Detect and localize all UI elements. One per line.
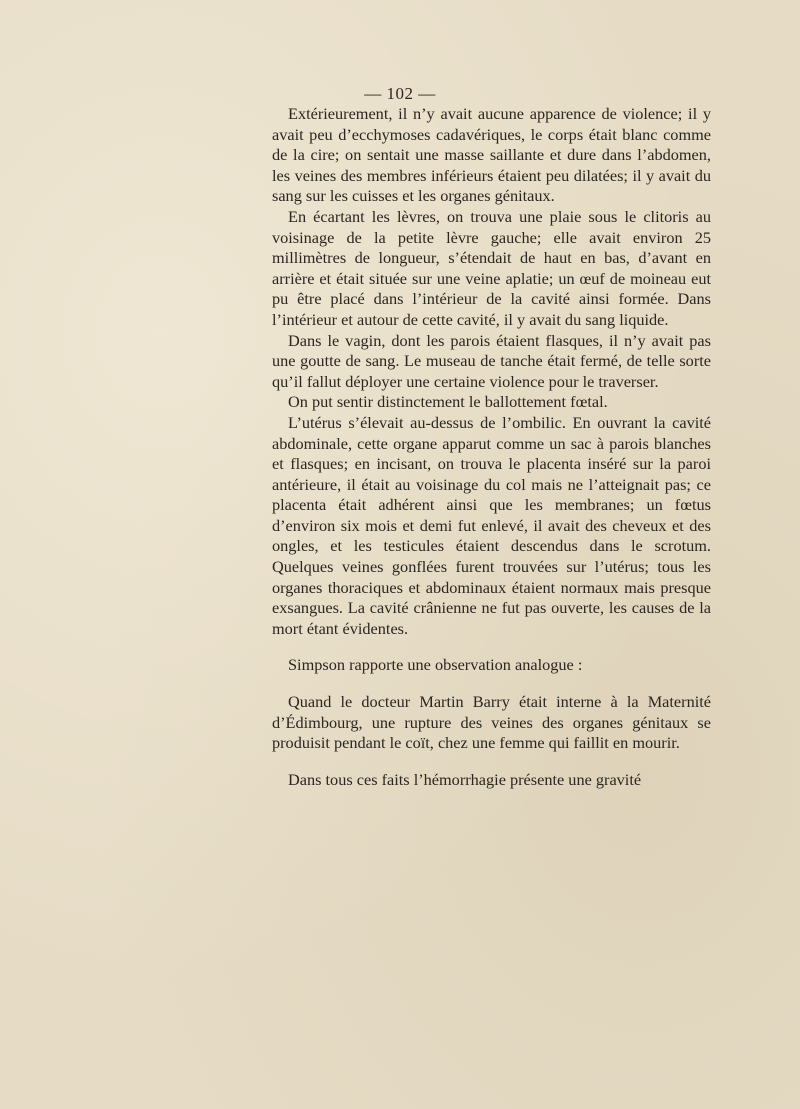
paragraph-exterior: Extérieurement, il n’y avait aucune apparence de violence; il y avait peu d’ecchymoses cadavériques, le corps était blanc comme de la cire; on sentait une masse saillante et dure dans l’abdomen, les veines des membres inférieurs étaient peu dilatées; il y avait du sang sur les cuisses et les organes génitaux. (272, 104, 711, 206)
page-number: — 102 — (364, 84, 436, 103)
body-text (272, 104, 711, 790)
paragraph-uterus: L’utérus s’élevait au-dessus de l’ombilic. En ouvrant la cavité abdominale, cette organe apparut comme un sac à parois blanches et flasques; en incisant, on trouva le placenta inséré sur la paroi antérieure, il était au voisinage du col mais ne l’atteignait pas; ce placenta était adhérent ainsi que les membranes; un fœtus d’environ six mois et demi fut enlevé, il avait des cheveux et des ongles, et les testicules étaient descendus dans le scrotum. Quelques veines gonflées furent trouvées sur l’utérus; tous les organes thoraciques et abdominaux étaient normaux mais presque exsangues. La cavité crânienne ne fut pas ouverte, les causes de la mort étant évidentes. (272, 412, 711, 638)
paragraph-gravity: Dans tous ces faits l’hémorrhagie présente une gravité (288, 769, 642, 789)
paragraph-ballottement: On put sentir distinctement le ballottement fœtal. (288, 392, 608, 412)
paragraph-vagina: Dans le vagin, dont les parois étaient flasques, il n’y avait pas une goutte de sang. Le museau de tanche était fermé, de telle sorte qu’il fallut déployer une certaine violence pour le traverser. (272, 330, 711, 391)
paragraph-simpson: Simpson rapporte une observation analogue : (288, 655, 583, 675)
paragraph-barry: Quand le docteur Martin Barry était interne à la Maternité d’Édimbourg, une rupture des veines des organes génitaux se produisit pendant le coït, chez une femme qui faillit en mourir. (272, 692, 711, 753)
paragraph-wound: En écartant les lèvres, on trouva une plaie sous le clitoris au voisinage de la petite lèvre gauche; elle avait environ 25 millimètres de longueur, s’étendait de haut en bas, d’avant en arrière et était située sur une veine aplatie; un œuf de moineau eut pu être placé dans l’intérieur de la cavité ainsi formée. Dans l’intérieur et autour de cette cavité, il y avait du sang liquide. (272, 206, 711, 329)
